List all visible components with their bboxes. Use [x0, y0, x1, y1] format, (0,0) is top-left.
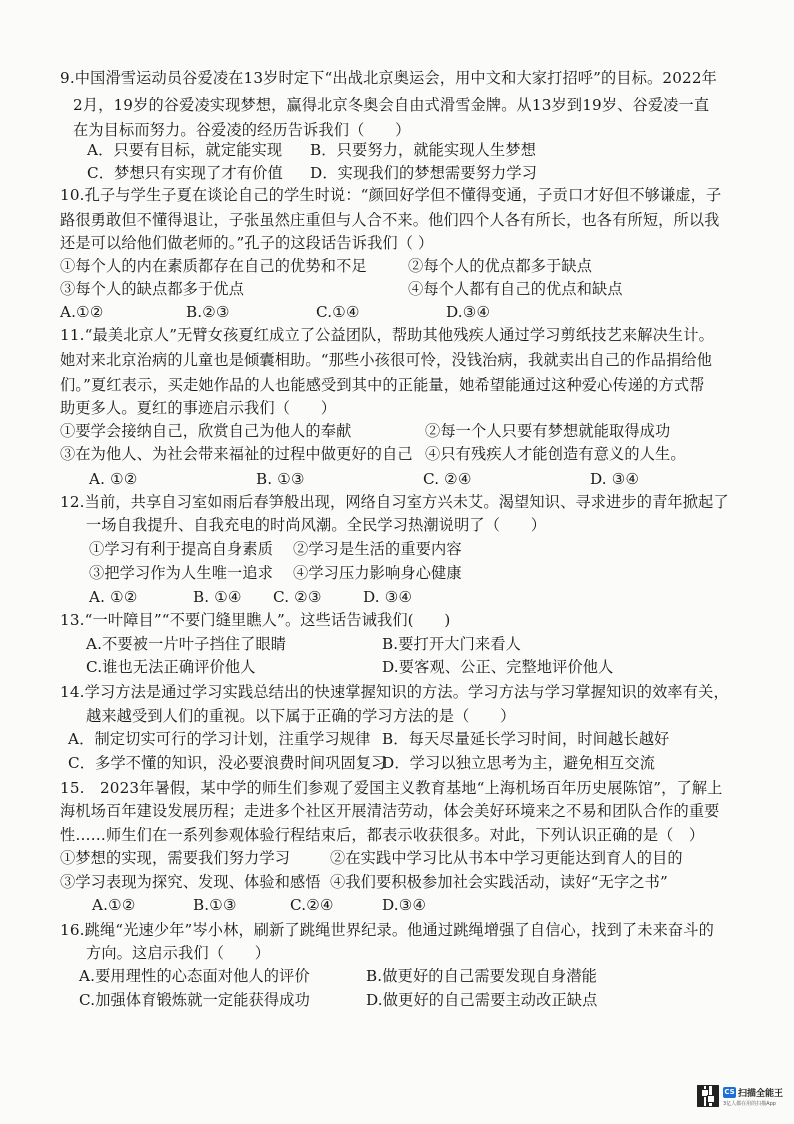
- statement-2: ②每一个人只要有梦想就能取得成功: [425, 422, 671, 440]
- question-stem-line: 9.中国滑雪运动员谷爱凌在13岁时定下“出战北京奥运会，用中文和大家打招呼”的目标。2022年: [60, 69, 717, 87]
- statement-4: ④我们要积极参加社会实践活动，读好“无字之书”: [330, 873, 668, 891]
- question-stem-line: 性……师生们在一系列参观体验行程结束后，都表示收获很多。对此，下列认识正确的是（ ）: [60, 826, 705, 844]
- statement-1: ①每个人的内在素质都存在自己的优势和不足: [60, 257, 367, 275]
- option-b: B．每天尽量延长学习时间，时间越长越好: [382, 730, 670, 748]
- question-stem-line: 10.孔子与学生子夏在谈论自己的学生时说：“颜回好学但不懂得变通，子贡口才好但不够谦虚，子: [60, 186, 722, 204]
- option-c: C.②④: [290, 896, 334, 914]
- statement-3: ③学习表现为探究、发现、体验和感悟: [60, 873, 321, 891]
- statement-1: ①要学会接纳自己，欣赏自己为他人的奉献: [60, 422, 352, 440]
- question-stem-line: 助更多人。夏红的事迹启示我们（ ）: [60, 399, 337, 417]
- statement-3: ③每个人的缺点都多于优点: [60, 280, 245, 298]
- question-stem-line: 在为目标而努力。谷爱凌的经历告诉我们（ ）: [73, 121, 411, 139]
- option-a: A. ①②: [89, 470, 138, 488]
- statement-3: ③把学习作为人生唯一追求: [89, 564, 274, 582]
- option-d: D．实现我们的梦想需要努力学习: [310, 164, 538, 182]
- question-stem-line: 方向。这启示我们（ ）: [86, 944, 271, 962]
- question-stem-line: 2月，19岁的谷爱凌实现梦想，赢得北京冬奥会自由式滑雪金牌。从13岁到19岁、谷爱凌一直: [73, 96, 710, 114]
- option-c: C.加强体育锻炼就一定能获得成功: [79, 991, 310, 1009]
- question-stem-line: 14.学习方法是通过学习实践总结出的快速掌握知识的方法。学习方法与学习掌握知识的效率有关，: [60, 683, 729, 701]
- question-stem-line: 海机场百年建设发展历程；走进多个社区开展清洁劳动，体会美好环境来之不易和团队合作的重要: [60, 802, 720, 820]
- option-c: C．梦想只有实现了才有价值: [87, 164, 283, 182]
- option-b: B.②③: [186, 303, 230, 321]
- option-b: B. ①③: [256, 470, 305, 488]
- option-a: A.①②: [92, 896, 136, 914]
- camscanner-logo-icon: CS: [724, 1088, 735, 1096]
- option-a: A．只要有目标，就定能实现: [87, 141, 283, 159]
- option-d: D.要客观、公正、完整地评价他人: [382, 658, 614, 676]
- question-stem-line: 11.“最美北京人”无臂女孩夏红成立了公益团队，帮助其他残疾人通过学习剪纸技艺来解决生计。: [60, 326, 714, 344]
- statement-1: ①学习有利于提高自身素质: [89, 540, 274, 558]
- option-b: B.①③: [193, 896, 237, 914]
- question-stem-line: 们。”夏红表示，买走她作品的人也能感受到其中的正能量，她希望能通过这种爱心传递的方式帮: [60, 376, 705, 394]
- statement-2: ②每个人的优点都多于缺点: [408, 257, 593, 275]
- option-a: A.①②: [60, 303, 104, 321]
- option-a: A．制定切实可行的学习计划，注重学习规律: [68, 730, 371, 748]
- statement-4: ④每个人都有自己的优点和缺点: [408, 280, 623, 298]
- option-c: C.谁也无法正确评价他人: [86, 658, 256, 676]
- statement-4: ④学习压力影响身心健康: [293, 564, 462, 582]
- scanner-watermark: [697, 1083, 787, 1113]
- option-d: D. ③④: [590, 470, 640, 488]
- option-b: B.要打开大门来看人: [382, 635, 521, 653]
- option-c: C. ②③: [273, 588, 322, 606]
- question-stem-line: 一场自我提升、自我充电的时尚风潮。全民学习热潮说明了（ ）: [86, 516, 547, 534]
- question-stem-line: 15. 2023年暑假，某中学的师生们参观了爱国主义教育基地“上海机场百年历史展陈馆”，了解上: [60, 779, 723, 797]
- option-d: D．学习以独立思考为主，避免相互交流: [382, 754, 656, 772]
- statement-1: ①梦想的实现，需要我们努力学习: [60, 849, 291, 867]
- statement-4: ④只有残疾人才能创造有意义的人生。: [425, 445, 686, 463]
- option-b: B．只要努力，就能实现人生梦想: [310, 141, 537, 159]
- question-stem-line: 12.当前，共享自习室如雨后春笋般出现，网络自习室方兴未艾。渴望知识、寻求进步的青年掀起了: [60, 493, 729, 511]
- question-stem-line: 16.跳绳“光速少年”岑小林，刷新了跳绳世界纪录。他通过跳绳增强了自信心，找到了未来奋斗的: [60, 921, 714, 939]
- option-b: B.做更好的自己需要发现自身潜能: [366, 967, 598, 985]
- question-stem-line: 还是可以给他们做老师的。”孔子的这段话告诉我们（ ）: [60, 234, 434, 252]
- option-d: D.③④: [382, 896, 427, 914]
- statement-3: ③在为他人、为社会带来福祉的过程中做更好的自己: [60, 445, 413, 463]
- question-stem-line: 越来越受到人们的重视。以下属于正确的学习方法的是（ ）: [86, 707, 516, 725]
- option-d: D. ③④: [363, 588, 413, 606]
- option-c: C.①④: [316, 303, 360, 321]
- question-stem-line: 路很勇敢但不懂得退让，子张虽然庄重但与人合不来。他们四个人各有所长，也各有所短，所以我: [60, 211, 720, 229]
- option-d: D.做更好的自己需要主动改正缺点: [366, 991, 598, 1009]
- option-d: D.③④: [446, 303, 491, 321]
- option-a: A.不要被一片叶子挡住了眼睛: [86, 635, 287, 653]
- option-c: C. ②④: [423, 470, 472, 488]
- watermark-subtitle: 3亿人都在用的扫描App: [723, 1101, 776, 1107]
- qr-code-icon: [697, 1085, 719, 1107]
- statement-2: ②学习是生活的重要内容: [293, 540, 462, 558]
- question-stem-line: 她对来北京治病的儿童也是倾囊相助。“那些小孩很可怜，没钱治病，我就卖出自己的作品捐给他: [60, 351, 713, 369]
- question-stem-line: 13.“一叶障目”“不要门缝里瞧人”。这些话告诫我们( ): [60, 611, 451, 629]
- option-c: C．多学不懂的知识，没必要浪费时间巩固复习: [68, 754, 387, 772]
- statement-2: ②在实践中学习比从书本中学习更能达到育人的目的: [330, 849, 683, 867]
- watermark-name: 扫描全能王: [738, 1089, 784, 1099]
- option-b: B. ①④: [193, 588, 242, 606]
- option-a: A. ①②: [89, 588, 138, 606]
- option-a: A.要用理性的心态面对他人的评价: [79, 967, 310, 985]
